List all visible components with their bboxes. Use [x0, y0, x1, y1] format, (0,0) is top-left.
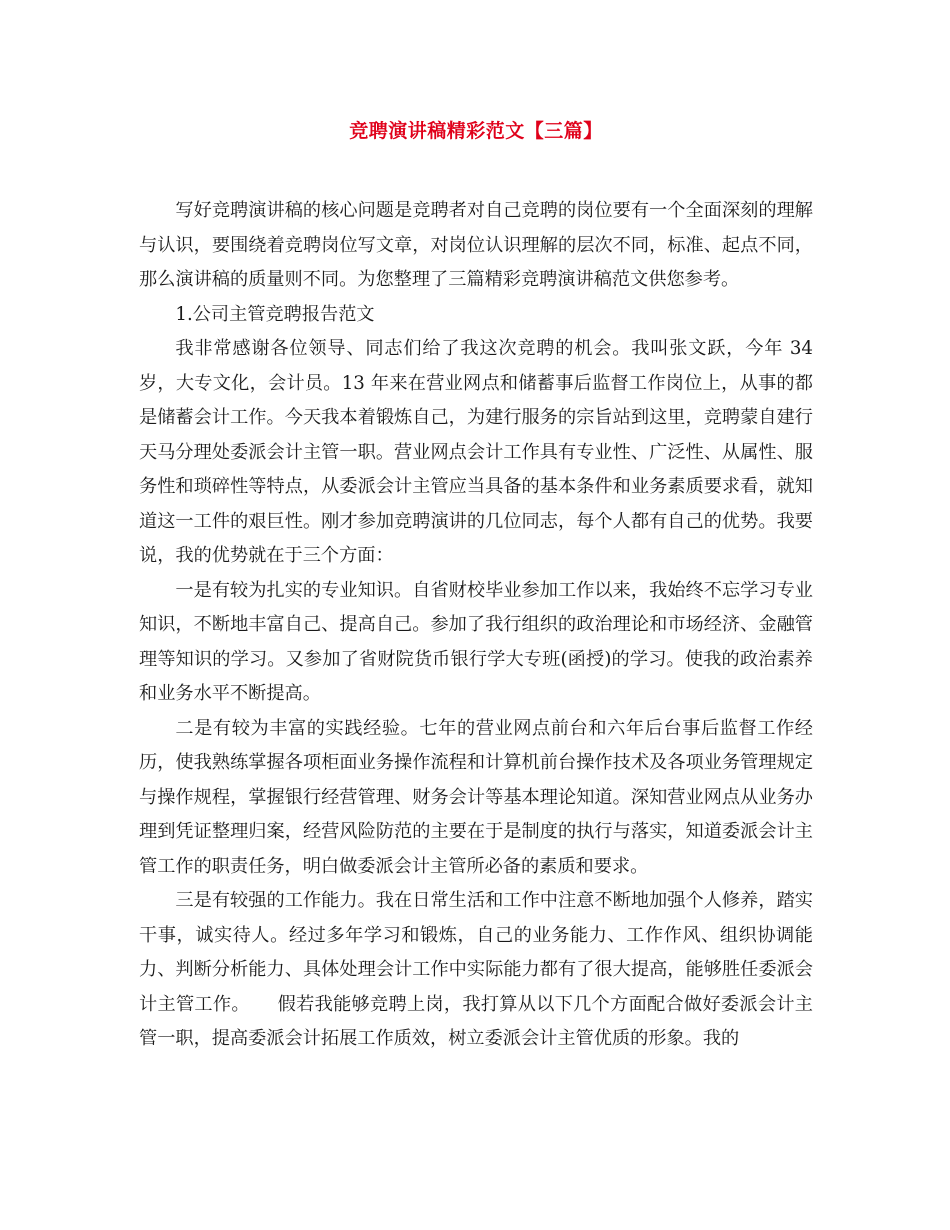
paragraph-section-heading: 1.公司主管竞聘报告范文 — [175, 303, 375, 325]
paragraph-advantage-experience: 二是有较为丰富的实践经验。七年的营业网点前台和六年后台事后监督工作经历，使我熟练掌握各项柜面业务操作流程和计算机前台操作技术及各项业务管理规定与操作规程，掌握银行经营管理、财务会计等基本理论知道。深知营业网点从业务办理到凭证整理归案，经营风险防范的主要在于是制度的执行与落实，知道委派会计主管工作的职责任务，明白做委派会计主管所必备的素质和要求。 — [139, 717, 813, 877]
paragraph-self-introduction: 我非常感谢各位领导、同志们给了我这次竞聘的机会。我叫张文跃，今年 34 岁，大专文化，会计员。13 年来在营业网点和储蓄事后监督工作岗位上，从事的都是储蓄会计工作。今天我本着锻炼自己，为建行服务的宗旨站到这里，竞聘蒙自建行天马分理处委派会计主管一职。营业网点会计工作具有专业性、广泛性、从属性、服务性和琐碎性等特点，从委派会计主管应当具备的基本条件和业务素质要求看，就知道这一工件的艰巨性。刚才参加竞聘演讲的几位同志，每个人都有自己的优势。我要说，我的优势就在于三个方面： — [139, 338, 813, 566]
paragraph-intro: 写好竞聘演讲稿的核心问题是竞聘者对自己竞聘的岗位要有一个全面深刻的理解与认识，要围绕着竞聘岗位写文章，对岗位认识理解的层次不同，标准、起点不同，那么演讲稿的质量则不同。为您整理了三篇精彩竞聘演讲稿范文供您参考。 — [139, 200, 813, 290]
document-title: 竞聘演讲稿精彩范文【三篇】 — [349, 120, 603, 142]
paragraph-advantage-knowledge: 一是有较为扎实的专业知识。自省财校毕业参加工作以来，我始终不忘学习专业知识，不断地丰富自己、提高自己。参加了我行组织的政治理论和市场经济、金融管理等知识的学习。又参加了省财院货币银行学大专班(函授)的学习。使我的政治素养和业务水平不断提高。 — [139, 579, 813, 704]
document-body — [139, 194, 813, 1057]
paragraph-advantage-ability: 三是有较强的工作能力。我在日常生活和工作中注意不断地加强个人修养，踏实干事，诚实待人。经过多年学习和锻炼，自己的业务能力、工作作风、组织协调能力、判断分析能力、具体处理会计工作中实际能力都有了很大提高，能够胜任委派会计主管工作。 假若我能够竞聘上岗，我打算从以下几个方面配合做好委派会计主管一职，提高委派会计拓展工作质效，树立委派会计主管优质的形象。我的 — [139, 890, 813, 1049]
